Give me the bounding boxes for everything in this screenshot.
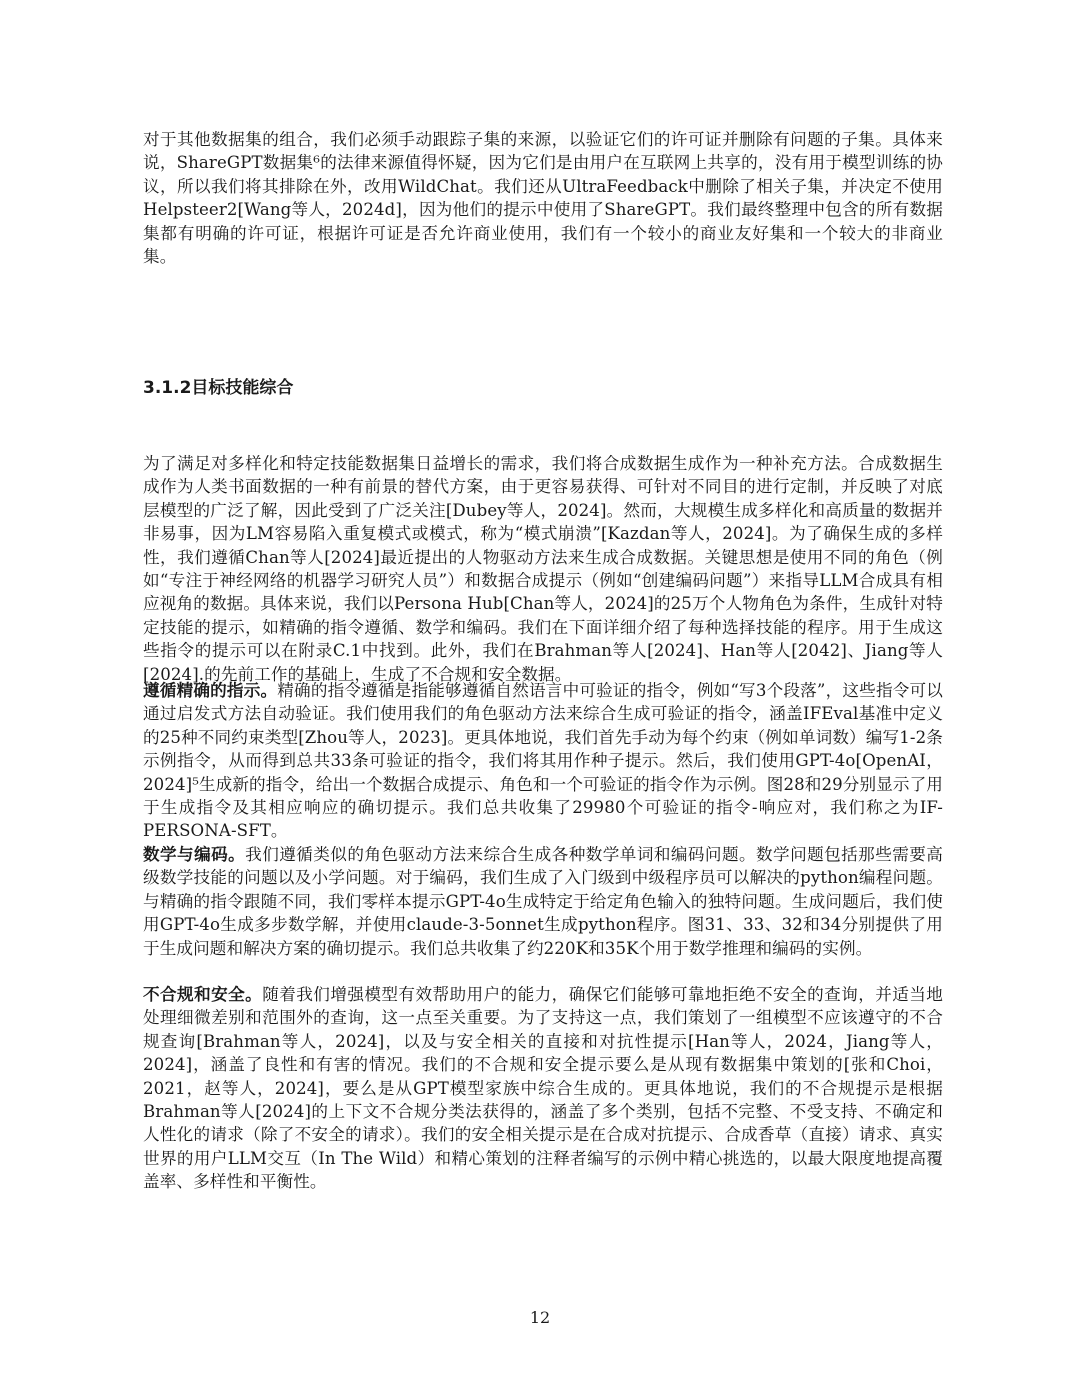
math-coding-paragraph — [143, 843, 943, 960]
safety-paragraph — [143, 983, 943, 1194]
skill-synthesis-paragraph: 为了满足对多样化和特定技能数据集日益增长的需求，我们将合成数据生成作为一种补充方法。合成数据生成作为人类书面数据的一种有前景的替代方案，由于更容易获得、可针对不同目的进行定制，并反映了对底层模型的广泛了解，因此受到了广泛关注[Dubey等人，2024]。然而，大规模生成多样化和高质量的数据并非易事，因为LM容易陷入重复模式或模式，称为“模式崩溃”[Kazdan等人，2024]。为了确保生成的多样性，我们遵循Chan等人[2024]最近提出的人物驱动方法来生成合成数据。关键思想是使用不同的角色（例如“专注于神经网络的机器学习研究人员”）和数据合成提示（例如“创建编码问题”）来指导LLM合成具有相应视角的数据。具体来说，我们以Persona Hub[Chan等人，2024]的25万个人物角色为条件，生成针对特定技能的提示，如精确的指令遵循、数学和编码。我们在下面详细介绍了每种选择技能的程序。用于生成这些指令的提示可以在附录C.1中找到。此外，我们在Brahman等人[2024]、Han等人[2042]、Jiang等人[2024].的先前工作的基础上，生成了不合规和安全数据。 — [143, 454, 943, 684]
page-number: 12 — [529, 1308, 551, 1327]
math-coding-text: 我们遵循类似的角色驱动方法来综合生成各种数学单词和编码问题。数学问题包括那些需要高级数学技能的问题以及小学问题。对于编码，我们生成了入门级到中级程序员可以解决的python编程问题。与精确的指令跟随不同，我们零样本提示GPT-4o生成特定于给定角色输入的独特问题。生成问题后，我们使用GPT-4o生成多步数学解，并使用claude-3-5onnet生成python程序。图31、33、32和34分别提供了用于生成问题和解决方案的确切提示。我们总共收集了约220K和35K个用于数学推理和编码的实例。 — [143, 845, 943, 958]
instruction-following-label: 遵循精确的指示。 — [143, 681, 278, 700]
intro-paragraph: 对于其他数据集的组合，我们必须手动跟踪子集的来源，以验证它们的许可证并删除有问题的子集。具体来说，ShareGPT数据集⁶的法律来源值得怀疑，因为它们是由用户在互联网上共享的，没有用于模型训练的协议，所以我们将其排除在外，改用WildChat。我们还从UltraFeedback中删除了相关子集，并决定不使用Helpsteer2[Wang等人，2024d]，因为他们的提示中使用了ShareGPT。我们最终整理中包含的所有数据集都有明确的许可证，根据许可证是否允许商业使用，我们有一个较小的商业友好集和一个较大的非商业集。 — [143, 130, 943, 267]
document-page — [143, 0, 943, 1397]
section-heading: 3.1.2目标技能综合 — [143, 378, 294, 398]
safety-text: 随着我们增强模型有效帮助用户的能力，确保它们能够可靠地拒绝不安全的查询，并适当地处理细微差别和范围外的查询，这一点至关重要。为了支持这一点，我们策划了一组模型不应该遵守的不合规查询[Brahman等人，2024]，以及与安全相关的直接和对抗性提示[Han等人，2024，Jiang等人，2024]，涵盖了良性和有害的情况。我们的不合规和安全提示要么是从现有数据集中策划的[张和Choi，2021，赵等人，2024]，要么是从GPT模型家族中综合生成的。更具体地说，我们的不合规提示是根据Brahman等人[2024]的上下文不合规分类法获得的，涵盖了多个类别，包括不完整、不受支持、不确定和人性化的请求（除了不安全的请求）。我们的安全相关提示是在合成对抗提示、合成香草（直接）请求、真实世界的用户LLM交互（In The Wild）和精心策划的注释者编写的示例中精心挑选的，以最大限度地提高覆盖率、多样性和平衡性。 — [143, 985, 943, 1192]
instruction-following-text: 精确的指令遵循是指能够遵循自然语言中可验证的指令，例如“写3个段落”，这些指令可以通过启发式方法自动验证。我们使用我们的角色驱动方法来综合生成可验证的指令，涵盖IFEval基准中定义的25种不同约束类型[Zhou等人，2023]。更具体地说，我们首先手动为每个约束（例如单词数）编写1-2条示例指令，从而得到总共33条可验证的指令，我们将其用作种子提示。然后，我们使用GPT-4o[OpenAI，2024]⁵生成新的指令，给出一个数据合成提示、角色和一个可验证的指令作为示例。图28和29分别显示了用于生成指令及其相应响应的确切提示。我们总共收集了29980个可验证的指令-响应对，我们称之为IF-PERSONA-SFT。 — [143, 681, 943, 841]
instruction-following-paragraph — [143, 679, 943, 843]
safety-label: 不合规和安全。 — [143, 985, 263, 1004]
math-coding-label: 数学与编码。 — [143, 845, 246, 864]
